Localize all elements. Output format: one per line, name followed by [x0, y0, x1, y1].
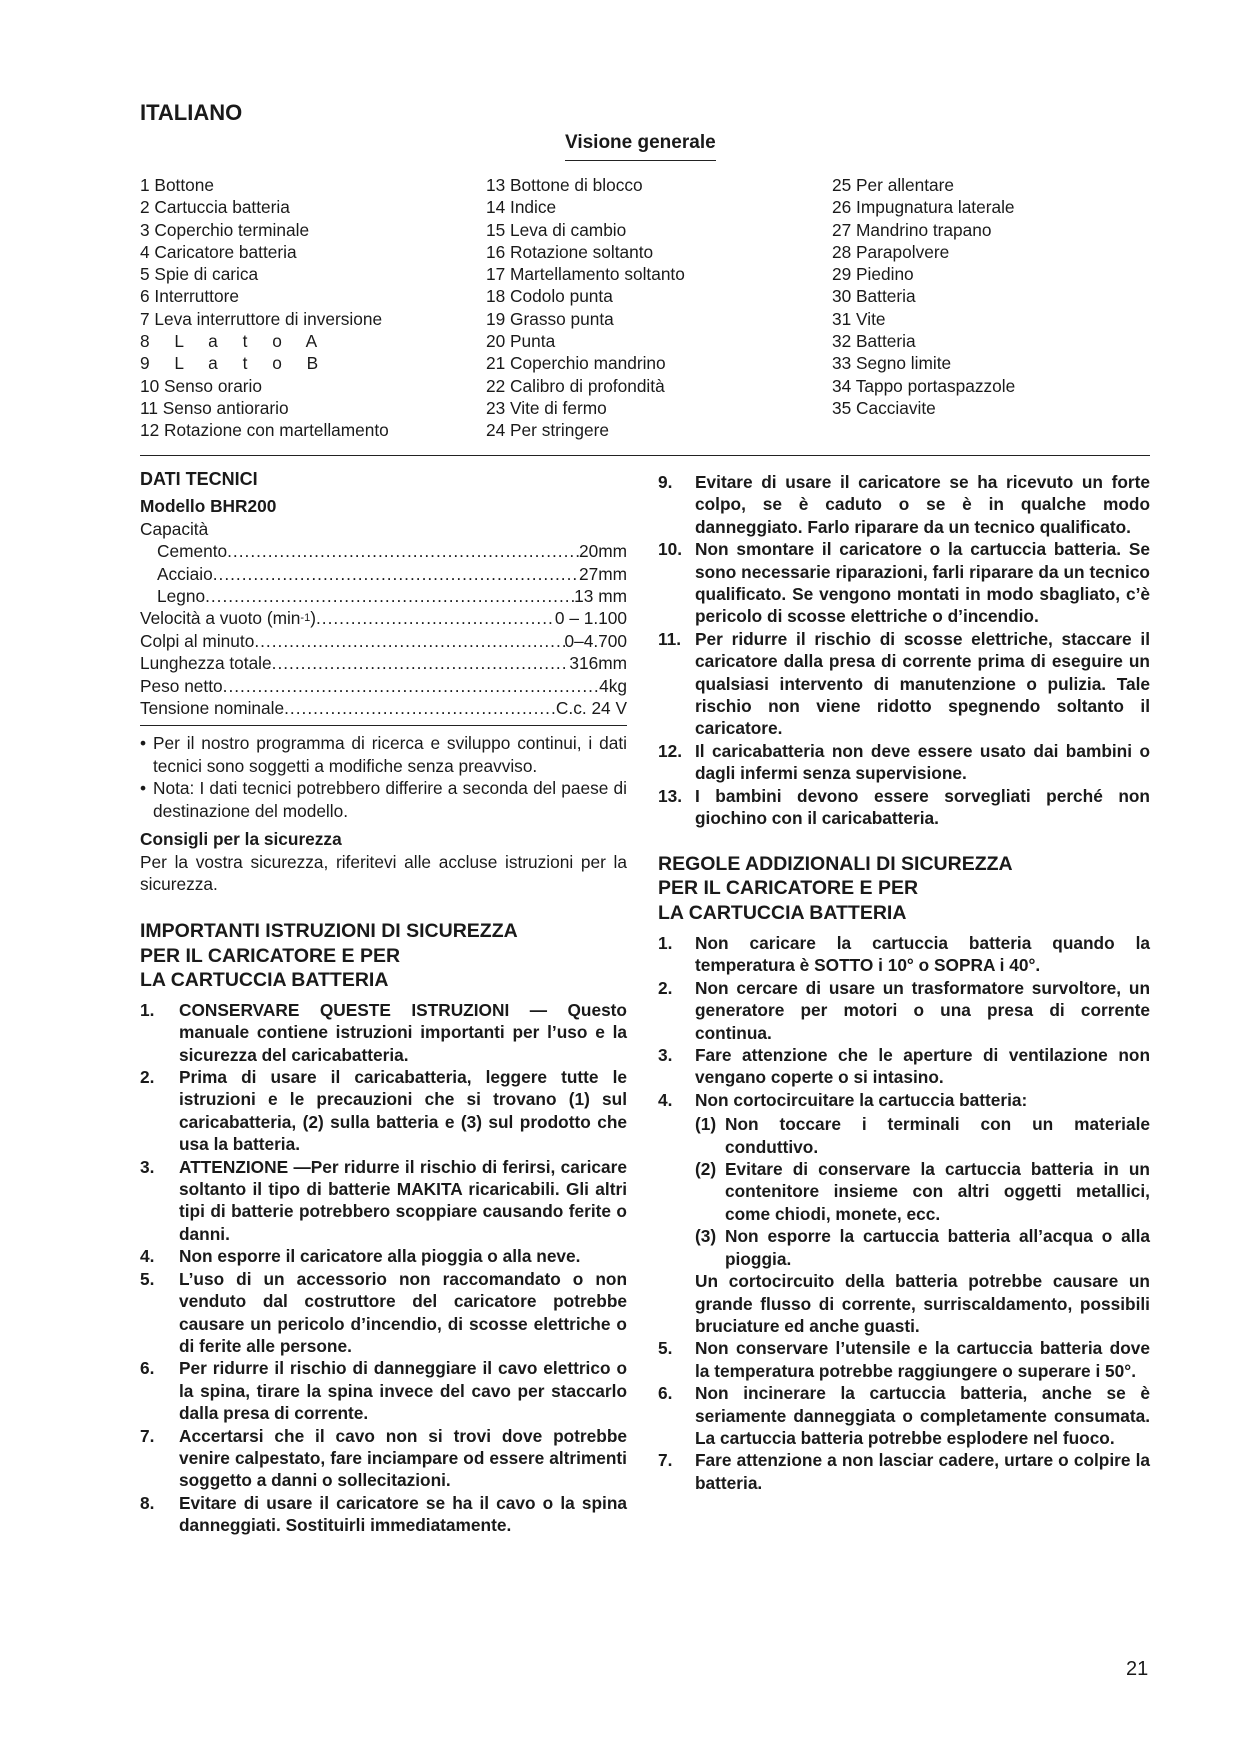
spec-row: [140, 697, 627, 719]
numbered-item: [140, 1425, 627, 1492]
item-number: 1.: [658, 933, 673, 953]
overview-item: 7 Leva interruttore di inversione: [140, 308, 383, 329]
overview-item: 32 Batteria: [832, 331, 916, 352]
numbered-item: [140, 1156, 627, 1246]
numbered-item: [658, 740, 1150, 785]
numbered-item: [658, 1449, 1150, 1494]
spec-value: 4kg: [599, 675, 627, 696]
overview-item: 22 Calibro di profondità: [486, 375, 665, 396]
item-number: 1.: [140, 999, 155, 1020]
spec-label: Acciaio: [157, 563, 213, 584]
overview-item: 30 Batteria: [832, 286, 916, 307]
numbered-item: [658, 977, 1150, 1044]
section-heading-line: LA CARTUCCIA BATTERIA: [658, 901, 907, 924]
section-heading-line: PER IL CARICATORE E PER: [658, 877, 919, 899]
section-divider: [140, 455, 1150, 456]
additional-rules-list-continued: [658, 1337, 1150, 1494]
bullet-mark: •: [140, 733, 147, 754]
numbered-item: [140, 999, 627, 1066]
item-number: 7.: [140, 1425, 155, 1446]
left-column: [140, 468, 627, 1537]
item-number: 5.: [658, 1338, 673, 1359]
overview-item: 27 Mandrino trapano: [832, 219, 992, 240]
overview-item: 19 Grasso punta: [486, 308, 614, 329]
numbered-item: [695, 1158, 1150, 1225]
item-text: Evitare di usare il caricatore se ha ricevuto un forte colpo, se è caduto o se è in qualche modo danneggiato. Farlo riparare da un tecnico qualificato.: [695, 472, 1150, 537]
important-instructions-title: [140, 919, 627, 993]
item-number: 4.: [140, 1246, 155, 1267]
overview-item: 21 Coperchio mandrino: [486, 353, 666, 374]
overview-item: 12 Rotazione con martellamento: [140, 420, 389, 441]
overview-item: 14 Indice: [486, 197, 557, 218]
item-text: Non esporre il caricatore alla pioggia o alla neve.: [179, 1246, 581, 1267]
item-text: Fare attenzione a non lasciar cadere, urtare o colpire la batteria.: [695, 1450, 1150, 1493]
section-heading-line: IMPORTANTI ISTRUZIONI DI SICUREZZA: [140, 920, 518, 943]
numbered-item: [658, 538, 1150, 628]
numbered-item: [658, 1089, 1150, 1111]
item-number: (1): [695, 1114, 717, 1135]
overview-title: Visione generale: [565, 132, 716, 161]
item-number: 7.: [658, 1450, 673, 1471]
overview-item: 20 Punta: [486, 331, 556, 352]
overview-item: 10 Senso orario: [140, 375, 263, 396]
numbered-item: [658, 471, 1150, 538]
item-text: ATTENZIONE —Per ridurre il rischio di ferirsi, caricare soltanto il tipo di batterie MAKITA ricaricabili. Gli altri tipi di batterie potrebbero scoppiare causando ferite o danni.: [179, 1156, 627, 1244]
item-number: 12.: [658, 740, 683, 761]
overview-item: 3 Coperchio terminale: [140, 219, 310, 240]
overview-item: 29 Piedino: [832, 264, 914, 285]
item-number: 6.: [658, 1383, 673, 1404]
spec-row: [140, 585, 627, 607]
spec-label: Cemento: [157, 541, 228, 562]
item-number: 9.: [658, 472, 673, 492]
item-text: Prima di usare il caricabatteria, leggere tutte le istruzioni e le precauzioni che si trovano (1) sul caricabatteria, (2) sulla batteria e (3) sul prodotto che usa la batteria.: [179, 1067, 627, 1155]
item-text: Fare attenzione che le aperture di ventilazione non vengano coperte o si intasino.: [695, 1045, 1150, 1088]
numbered-item: [140, 1357, 627, 1424]
spec-note-text: Per il nostro programma di ricerca e sviluppo continui, i dati tecnici sono soggetti a modifiche senza preavviso.: [153, 733, 627, 776]
overview-item: 11 Senso antiorario: [140, 397, 289, 418]
overview-item: 4 Caricatore batteria: [140, 241, 297, 262]
overview-item: 24 Per stringere: [486, 420, 609, 441]
item-text: Il caricabatteria non deve essere usato dai bambini o dagli infermi senza supervisione.: [695, 740, 1150, 784]
spec-notes: [140, 732, 627, 822]
item-text: Non toccare i terminali con un materiale conduttivo.: [725, 1114, 1150, 1157]
spec-value: 0 – 1.100: [554, 608, 627, 629]
item-text: Accertarsi che il cavo non si trovi dove potrebbe venire calpestato, fare inciampare od essere altrimenti soggetto a danni o sollecitazioni.: [179, 1425, 627, 1491]
spec-value: C.c. 24 V: [555, 698, 627, 719]
overview-column-3: [832, 174, 1015, 419]
important-instructions-list: [140, 999, 627, 1537]
item-text: Evitare di conservare la cartuccia batteria in un contenitore insieme con altri oggetti metallici, come chiodi, monete, ecc.: [725, 1159, 1150, 1224]
numbered-item: [140, 1066, 627, 1156]
item-text: CONSERVARE QUESTE ISTRUZIONI — Questo manuale contiene istruzioni importanti per l’uso e la sicurezza del caricabatteria.: [179, 999, 627, 1065]
leader-dots: [272, 652, 570, 674]
item-number: 6.: [140, 1358, 155, 1379]
numbered-item: [140, 1268, 627, 1358]
overview-item: 6 Interruttore: [140, 286, 239, 307]
overview-item: 35 Cacciavite: [832, 397, 936, 418]
leader-dots: [213, 563, 579, 585]
overview-item: 1 Bottone: [140, 175, 214, 195]
spec-row: [140, 563, 627, 585]
spec-note-text: Nota: I dati tecnici potrebbero differire a seconda del paese di destinazione del modello.: [153, 778, 627, 821]
spec-value: 13 mm: [574, 586, 627, 607]
short-circuit-sublist: [658, 1113, 1150, 1270]
spec-value: 316mm: [569, 653, 627, 674]
overview-item: 34 Tappo portaspazzole: [832, 375, 1016, 396]
right-column: [658, 471, 1150, 1494]
item-text: Per ridurre il rischio di scosse elettriche, staccare il caricatore dalla presa di corrente prima di eseguire un qualsiasi intervento di manutenzione o pulizia. Tale rischio non viene ridotto spegnendo soltanto il caricatore.: [695, 628, 1150, 739]
item-text: Non incinerare la cartuccia batteria, anche se è seriamente danneggiata o completamente consumata. La cartuccia batteria potrebbe esplodere nel fuoco.: [695, 1383, 1150, 1448]
spec-label: Lunghezza totale: [140, 653, 272, 674]
item-number: 5.: [140, 1268, 155, 1289]
overview-item: 5 Spie di carica: [140, 264, 259, 285]
overview-column-2: [486, 174, 685, 442]
item-text: Non cortocircuitare la cartuccia batteria:: [695, 1089, 1028, 1110]
spec-label: Tensione nominale: [140, 698, 285, 719]
overview-item: 15 Leva di cambio: [486, 219, 627, 240]
additional-rules-list: [658, 932, 1150, 1111]
overview-item: 26 Impugnatura laterale: [832, 197, 1015, 218]
spec-value: 0–4.700: [564, 630, 627, 651]
item-number: 13.: [658, 785, 683, 806]
overview-item: 9 L a t o B: [140, 353, 319, 374]
item-text: Evitare di usare il caricatore se ha il cavo o la spina danneggiati. Sostituirli immediatamente.: [179, 1492, 627, 1536]
numbered-item: [658, 1382, 1150, 1449]
overview-item: 23 Vite di fermo: [486, 397, 607, 418]
overview-item: 17 Martellamento soltanto: [486, 264, 685, 285]
spec-label: Colpi al minuto: [140, 630, 255, 651]
overview-item: 16 Rotazione soltanto: [486, 241, 654, 262]
spec-label-superscript: -1: [300, 612, 311, 625]
leader-dots: [284, 697, 556, 719]
spec-row: [140, 675, 627, 697]
leader-dots: [223, 675, 599, 697]
item-text: I bambini devono essere sorvegliati perché non giochino con il caricabatteria.: [695, 785, 1150, 829]
item-number: 3.: [140, 1156, 155, 1177]
item-text: Non esporre la cartuccia batteria all’acqua o alla pioggia.: [725, 1226, 1150, 1269]
spec-note: [140, 732, 627, 777]
item-number: 2.: [658, 977, 673, 998]
item-text: Per ridurre il rischio di danneggiare il cavo elettrico o la spina, tirare la spina invece del cavo per staccarlo dalla presa di corrente.: [179, 1358, 627, 1424]
language-heading: ITALIANO: [140, 100, 243, 125]
section-heading-line: LA CARTUCCIA BATTERIA: [140, 969, 389, 992]
item-text: L’uso di un accessorio non raccomandato o non venduto dal costruttore del caricatore potrebbe causare un pericolo d’incendio, di scosse elettriche o di ferite alle persone.: [179, 1268, 627, 1356]
overview-item: 18 Codolo punta: [486, 286, 613, 307]
item-text: Non conservare l’utensile e la cartuccia batteria dove la temperatura potrebbe raggiungere o superare i 50°.: [695, 1338, 1150, 1381]
spec-row: [140, 652, 627, 674]
section-heading-line: PER IL CARICATORE E PER: [140, 944, 401, 967]
leader-dots: [316, 607, 555, 629]
numbered-item: [658, 785, 1150, 830]
additional-rules-title: [658, 852, 1150, 926]
item-number: (2): [695, 1159, 717, 1180]
item-text: Non smontare il caricatore o la cartuccia batteria. Se sono necessarie riparazioni, farli riparare da un tecnico qualificato. Se vengono montati in modo sbagliato, c’è pericolo di scosse elettriche o d’incendio.: [695, 539, 1150, 627]
item-number: 10.: [658, 539, 683, 560]
spec-label: Velocità a vuoto (min: [140, 608, 301, 629]
spec-row: [140, 540, 627, 562]
numbered-item: [658, 628, 1150, 740]
spec-table: [140, 540, 627, 719]
bullet-mark: •: [140, 778, 147, 799]
specs-divider: [140, 725, 627, 726]
spec-label: Legno: [157, 586, 206, 607]
important-instructions-continued: [658, 471, 1150, 830]
item-number: (3): [695, 1226, 717, 1247]
item-number: 8.: [140, 1492, 155, 1513]
numbered-item: [695, 1225, 1150, 1270]
numbered-item: [658, 1337, 1150, 1382]
numbered-item: [140, 1245, 627, 1267]
leader-dots: [227, 540, 579, 562]
item-text: Non caricare la cartuccia batteria quando la temperatura è SOTTO i 10° o SOPRA i 40°.: [695, 933, 1150, 976]
overview-item: 8 L a t o A: [140, 331, 318, 352]
overview-item: 25 Per allentare: [832, 175, 955, 195]
capacity-label: Capacità: [140, 518, 209, 539]
numbered-item: [658, 932, 1150, 977]
spec-value: 20mm: [578, 541, 627, 562]
specs-title: DATI TECNICI: [140, 469, 258, 489]
spec-note: [140, 777, 627, 822]
spec-row: [140, 607, 627, 629]
page-number: 21: [1126, 1658, 1149, 1680]
safety-tips-text: Per la vostra sicurezza, riferitevi alle accluse istruzioni per la sicurezza.: [140, 851, 627, 894]
numbered-item: [658, 1044, 1150, 1089]
item-number: 2.: [140, 1067, 155, 1088]
overview-item: 2 Cartuccia batteria: [140, 197, 290, 218]
overview-item: 33 Segno limite: [832, 353, 952, 374]
overview-column-1: [140, 174, 389, 442]
overview-item: 28 Parapolvere: [832, 241, 950, 262]
numbered-item: [140, 1492, 627, 1537]
overview-item: 31 Vite: [832, 308, 886, 329]
section-heading-line: REGOLE ADDIZIONALI DI SICUREZZA: [658, 852, 1013, 875]
item-number: 11.: [658, 628, 682, 649]
item-number: 3.: [658, 1045, 673, 1066]
item-text: Non cercare di usare un trasformatore survoltore, un generatore per motori o una presa di corrente continua.: [695, 977, 1150, 1043]
safety-tips-title: Consigli per la sicurezza: [140, 829, 342, 850]
overview-item: 13 Bottone di blocco: [486, 175, 643, 195]
short-circuit-note: Un cortocircuito della batteria potrebbe causare un grande flusso di corrente, surriscaldamento, possibili bruciature ed anche guasti.: [695, 1271, 1150, 1336]
leader-dots: [254, 630, 564, 652]
spec-value: 27mm: [578, 563, 627, 584]
spec-row: [140, 630, 627, 652]
item-number: 4.: [658, 1089, 673, 1110]
spec-label-tail: ): [310, 608, 316, 629]
leader-dots: [205, 585, 574, 607]
spec-label: Peso netto: [140, 675, 223, 696]
numbered-item: [695, 1113, 1150, 1158]
model-name: Modello BHR200: [140, 496, 277, 517]
